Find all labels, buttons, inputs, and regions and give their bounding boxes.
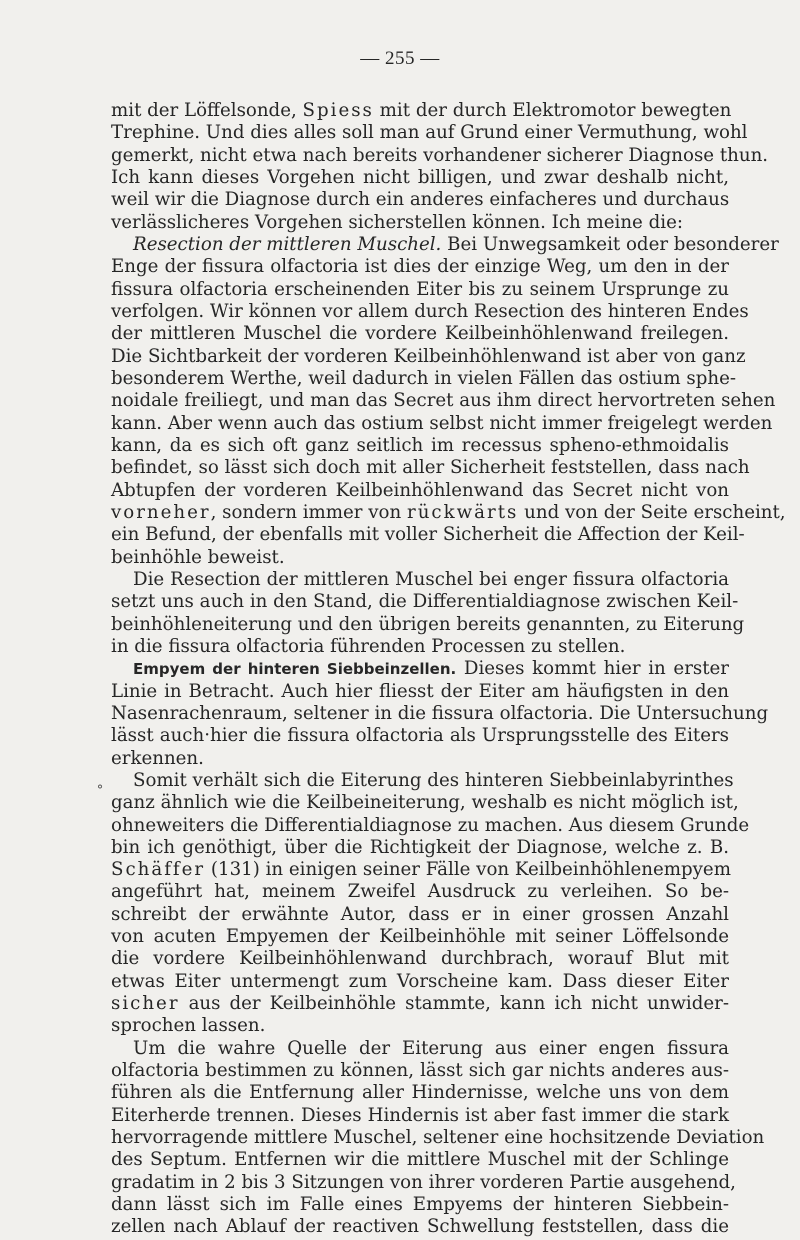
text-line: [111, 367, 736, 390]
text-segment: Somit verhält sich die Eiterung des hinteren Siebbeinlabyrinthes: [133, 769, 734, 791]
text-line: [111, 1149, 729, 1171]
text-segment: Resection der mittleren Muschel.: [133, 233, 442, 255]
text-segment: ohneweiters die Differentialdiagnose zu machen. Aus diesem Grunde: [111, 814, 750, 836]
text-segment: Spiess: [302, 100, 374, 121]
text-line: [111, 435, 729, 457]
text-segment: Enge der fissura olfactoria ist dies der einzige Weg, um den in der: [111, 256, 729, 278]
text-segment: des Septum. Entfernen wir die mittlere Muschel mit der Schlinge: [111, 1149, 729, 1171]
text-line: [111, 881, 729, 903]
text-line: [111, 144, 769, 167]
text-line: [111, 100, 732, 122]
text-segment: dann lässt sich im Falle eines Empyems der hinteren Siebbein-: [111, 1194, 729, 1216]
text-line: [111, 1105, 729, 1127]
text-segment: lässt auch·hier die fissura olfactoria als Ursprungsstelle des Eiters: [111, 725, 729, 747]
text-line: [111, 792, 739, 814]
text-segment: (131) in einigen seiner Fälle von Keilbeinhöhlenempyem: [205, 859, 731, 881]
text-line: [111, 993, 729, 1015]
text-line: [111, 323, 729, 345]
text-segment: Ich kann dieses Vorgehen nicht billigen, und zwar deshalb nicht,: [111, 166, 729, 188]
text-line: [111, 904, 729, 926]
text-segment: der mittleren Muschel die vordere Keilbeinhöhlenwand freilegen.: [111, 323, 729, 345]
text-segment: bin ich genöthigt, über die Richtigkeit der Diagnose, welche z. B.: [111, 836, 729, 858]
body-text: [111, 100, 786, 1239]
text-segment: etwas Eiter untermengt zum Vorscheine kam. Dass dieser Eiter: [111, 970, 729, 992]
text-line: [111, 814, 750, 837]
text-line: [111, 501, 786, 524]
text-segment: angeführt hat, meinem Zweifel Ausdruck zu verleihen. So be-: [111, 881, 729, 903]
text-line: [111, 279, 729, 301]
text-segment: zellen nach Ablauf der reactiven Schwellung feststellen, dass die: [111, 1216, 729, 1238]
text-line: [111, 1060, 729, 1082]
text-segment: in die fissura olfactoria führenden Processen zu stellen.: [111, 635, 626, 657]
text-segment: befindet, so lässt sich doch mit aller Sicherheit feststellen, dass nach: [111, 457, 750, 479]
text-segment: Eiterherde trennen. Dieses Hindernis ist aber fast immer die stark: [111, 1104, 729, 1126]
text-segment: sicher: [111, 993, 180, 1015]
text-segment: beinhöhleneiterung und den übrigen bereits genannten, zu Eiterung: [111, 613, 745, 635]
text-line: [111, 412, 773, 435]
text-line: [111, 1015, 729, 1037]
text-segment: schreibt der erwähnte Autor, dass er in einer grossen Anzahl: [111, 903, 729, 925]
text-segment: Nasenrachenraum, seltener in die fissura olfactoria. Die Untersuchung: [111, 702, 769, 724]
text-segment: Die Sichtbarkeit der vorderen Keilbeinhöhlenwand ist aber von ganz: [111, 345, 746, 367]
text-segment: fissura olfactoria erscheinenden Eiter bis zu seinem Ursprunge zu: [111, 278, 729, 300]
text-segment: ein Befund, der ebenfalls mit voller Sicherheit die Affection der Keil-: [111, 524, 745, 546]
text-segment: verlässlicheres Vorgehen sicherstellen können. Ich meine die:: [111, 211, 683, 233]
text-segment: Empyem der hinteren Siebbeinzellen.: [133, 660, 457, 679]
text-segment: verfolgen. Wir können vor allem durch Resection des hinteren Endes: [111, 300, 749, 322]
text-line: [111, 345, 746, 368]
text-segment: gemerkt, nicht etwa nach bereits vorhandener sicherer Diagnose thun.: [111, 144, 769, 166]
text-line: [111, 702, 769, 725]
text-line: [111, 189, 729, 211]
text-segment: führen als die Entfernung aller Hindernisse, welche uns von dem: [111, 1082, 729, 1104]
text-segment: weil wir die Diagnose durch ein anderes einfacheres und durchaus: [111, 189, 730, 211]
text-line: [111, 725, 729, 747]
text-segment: Bei Unwegsamkeit oder besonderer: [441, 233, 779, 255]
text-line: [111, 122, 748, 144]
text-segment: besonderem Werthe, weil dadurch in vielen Fällen das ostium sphe-: [111, 367, 736, 389]
text-segment: Um die wahre Quelle der Eiterung aus einer engen fissura: [133, 1037, 729, 1059]
text-segment: Linie in Betracht. Auch hier fliesst der Eiter am häufigsten in den: [111, 680, 729, 702]
text-line: [111, 524, 745, 546]
text-line: [111, 837, 729, 859]
text-segment: noidale freiliegt, und man das Secret aus ihm direct hervortreten sehen: [111, 390, 776, 412]
text-line: [111, 769, 734, 792]
text-line: [111, 1171, 736, 1194]
text-line: [111, 569, 729, 591]
text-segment: von acuten Empyemen der Keilbeinhöhle mit seiner Löffelsonde: [111, 926, 729, 948]
text-line: [111, 613, 745, 636]
text-segment: Trephine. Und dies alles soll man auf Grund einer Vermuthung, wohl: [111, 122, 748, 144]
text-line: [111, 167, 729, 189]
text-line: [111, 658, 729, 680]
text-line: [111, 859, 729, 881]
text-line: [111, 636, 729, 658]
text-line: [111, 1194, 729, 1216]
text-line: [111, 748, 729, 770]
text-line: [111, 948, 729, 970]
text-line: [111, 457, 750, 479]
text-line: [111, 390, 776, 412]
text-line: [111, 681, 729, 703]
text-segment: Die Resection der mittleren Muschel bei enger fissura olfactoria: [133, 568, 729, 590]
text-line: [111, 1038, 729, 1060]
text-line: [111, 591, 739, 613]
text-segment: ganz ähnlich wie die Keilbeineiterung, weshalb es nicht möglich ist,: [111, 792, 739, 814]
text-line: [111, 926, 729, 948]
text-segment: rückwärts: [407, 501, 519, 523]
text-segment: olfactoria bestimmen zu können, lässt sich gar nichts anderes aus-: [111, 1060, 729, 1082]
text-line: [111, 480, 729, 502]
margin-mark: ⚬: [95, 780, 106, 794]
text-line: [111, 1082, 729, 1104]
text-line: [111, 1216, 729, 1238]
text-segment: und von der Seite erscheint,: [518, 501, 786, 523]
text-segment: sprochen lassen.: [111, 1015, 266, 1037]
page-number: — 255 —: [360, 48, 440, 69]
text-segment: kann, da es sich oft ganz seitlich im recessus spheno-ethmoidalis: [111, 434, 729, 456]
text-line: [111, 1127, 765, 1149]
text-segment: mit der Löffelsonde,: [111, 100, 303, 121]
text-segment: erkennen.: [111, 747, 204, 769]
text-segment: Dieses kommt hier in erster: [456, 658, 729, 680]
text-line: [111, 233, 779, 256]
text-line: [111, 212, 729, 234]
text-segment: Schäffer: [111, 859, 206, 881]
text-line: [111, 547, 729, 569]
text-segment: Abtupfen der vorderen Keilbeinhöhlenwand das Secret nicht von: [111, 479, 729, 501]
text-segment: die vordere Keilbeinhöhlenwand durchbrach, worauf Blut mit: [111, 948, 729, 970]
text-segment: kann. Aber wenn auch das ostium selbst nicht immer freigelegt werden: [111, 412, 773, 434]
text-segment: , sondern immer von: [210, 501, 407, 523]
text-segment: beinhöhle beweist.: [111, 546, 285, 568]
text-line: [111, 300, 749, 323]
text-segment: gradatim in 2 bis 3 Sitzungen von ihrer vorderen Partie ausgehend,: [111, 1171, 736, 1193]
text-segment: mit der durch Elektromotor bewegten: [373, 100, 732, 121]
text-segment: vorneher: [111, 501, 211, 523]
text-line: [111, 256, 729, 278]
text-segment: aus der Keilbeinhöhle stammte, kann ich nicht unwider-: [179, 993, 729, 1015]
text-segment: setzt uns auch in den Stand, die Differentialdiagnose zwischen Keil-: [111, 591, 739, 613]
text-line: [111, 971, 729, 993]
text-segment: hervorragende mittlere Muschel, seltener eine hochsitzende Deviation: [111, 1127, 765, 1149]
